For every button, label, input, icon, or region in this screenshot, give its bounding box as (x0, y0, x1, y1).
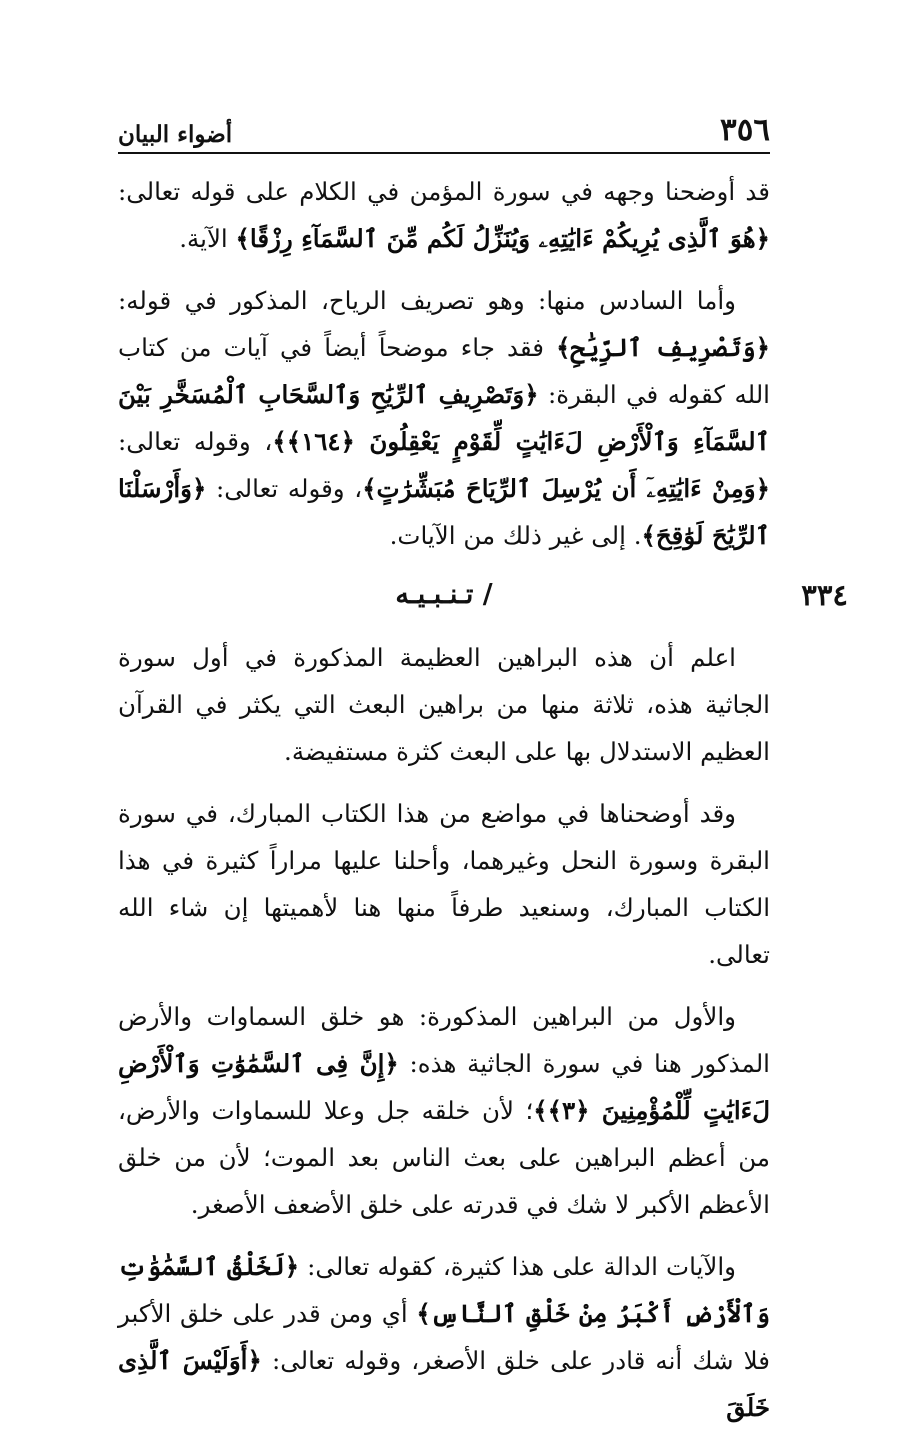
paragraph-4 (118, 790, 770, 978)
text-run: قد أوضحنا وجهه في سورة المؤمن في الكلام على قوله تعالى: (118, 177, 770, 206)
section-heading (118, 574, 848, 616)
paragraph-3 (118, 634, 770, 775)
text-run: ؛ لأن خلقه جل وعلا للسماوات والأرض، من أعظم البراهين على بعث الناس بعد الموت؛ لأن من خلق الأعظم الأكبر لا شك في قدرته على خلق الأضعف الأصغر. (118, 1096, 770, 1219)
quran-verse: ﴿وَتَصْرِيفِ ٱلرِّيَٰحِ وَٱلسَّحَابِ ٱلْمُسَخَّرِ بَيْنَ ٱلسَّمَآءِ وَٱلْأَرْضِ لَءَايَٰتٍ لِّقَوْمٍ يَعْقِلُونَ ﴿١٦٤﴾﴾ (118, 380, 770, 456)
text-run: وأما السادس منها: وهو تصريف الرياح، المذكور في قوله: (118, 286, 736, 315)
quran-verse: ﴿أَوَلَيْسَ ٱلَّذِى خَلَقَ (118, 1346, 770, 1422)
page-number: ٣٥٦ (720, 112, 770, 148)
quran-verse: ﴿إِنَّ فِى ٱلسَّمَٰوَٰتِ وَٱلْأَرْضِ لَءَايَٰتٍ لِّلْمُؤْمِنِينَ ﴿٣﴾﴾ (118, 1049, 771, 1125)
page-header (118, 108, 770, 154)
quran-verse: ﴿وَتَصْرِيفِ ٱلرِّيَٰحِ﴾ (556, 333, 770, 362)
text-run: الآية. (179, 224, 236, 253)
section-title: / تـنـبـيـه (395, 579, 493, 610)
text-run: . إلى غير ذلك من الآيات. (389, 521, 642, 550)
paragraph-6 (118, 1243, 770, 1431)
text-run: ، وقوله تعالى: (206, 474, 363, 503)
quran-verse: ﴿هُوَ ٱلَّذِى يُرِيكُمْ ءَايَٰتِهِۦ وَيُنَزِّلُ لَكُم مِّنَ ٱلسَّمَآءِ رِزْقًا﴾ (235, 224, 770, 253)
text-run: والأول من البراهين المذكورة: هو خلق السماوات والأرض المذكور هنا في سورة الجاثية هذه: (118, 1002, 770, 1078)
page-body (118, 168, 848, 1446)
text-run: ، وقوله تعالى: (118, 427, 273, 456)
text-run: وقد أوضحناها في مواضع من هذا الكتاب المبارك، في سورة البقرة وسورة النحل وغيرهما، وأحلنا عليها مراراً كثيرة في هذا الكتاب المبارك، وسنعيد طرفاً منها هنا لأهميتها إن شاء الله تعالى. (118, 799, 770, 969)
paragraph-5 (118, 993, 770, 1228)
text-run: أي ومن قدر على خلق الأكبر فلا شك أنه قادر على خلق الأصغر، وقوله تعالى: (118, 1299, 770, 1375)
quran-verse: ﴿وَأَرْسَلْنَا ٱلرِّيَٰحَ لَوَٰقِحَ﴾ (118, 474, 770, 550)
paragraph-1 (118, 168, 770, 262)
quran-verse: ﴿لَخَلْقُ ٱلسَّمَٰوَٰتِ وَٱلْأَرْضِ أَكْبَرُ مِنْ خَلْقِ ٱلنَّاسِ﴾ (118, 1252, 770, 1328)
running-title: أضواء البيان (118, 121, 233, 148)
text-run: والآيات الدالة على هذا كثيرة، كقوله تعالى: (299, 1252, 736, 1281)
text-run: اعلم أن هذه البراهين العظيمة المذكورة في أول سورة الجاثية هذه، ثلاثة منها من براهين البعث التي يكثر في القرآن العظيم الاستدلال بها على البعث كثرة مستفيضة. (118, 643, 770, 766)
section-number: ٣٣٤ (801, 578, 848, 612)
quran-verse: ﴿وَمِنْ ءَايَٰتِهِۦٓ أَن يُرْسِلَ ٱلرِّيَاحَ مُبَشِّرَٰتٍ﴾ (362, 474, 770, 503)
paragraph-2 (118, 277, 770, 559)
text-run: فقد جاء موضحاً أيضاً في آيات من كتاب الله كقوله في البقرة: (118, 333, 770, 409)
